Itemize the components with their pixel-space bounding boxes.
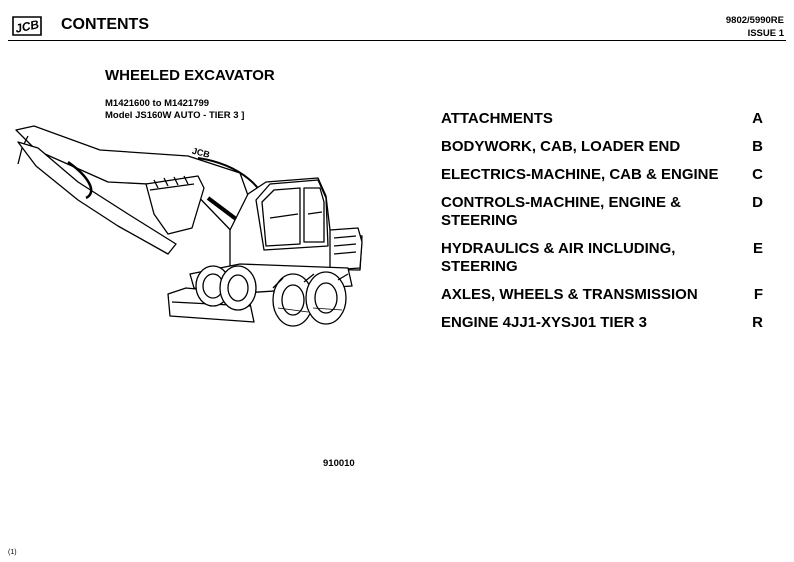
- toc-item-section-letter: E: [752, 240, 763, 257]
- page-number: (1): [8, 549, 17, 556]
- toc-item-label: HYDRAULICS & AIR INCLUDING, STEERING: [441, 240, 676, 275]
- model-label: Model JS160W AUTO - TIER 3 ]: [105, 110, 245, 121]
- toc-item-attachments[interactable]: [441, 110, 763, 128]
- toc-item-label: ELECTRICS-MACHINE, CAB & ENGINE: [441, 166, 719, 183]
- toc-item-section-letter: C: [752, 166, 763, 183]
- toc-item-bodywork[interactable]: [441, 138, 763, 156]
- document-info: [726, 14, 784, 40]
- figure-number: 910010: [323, 458, 355, 469]
- serial-range: M1421600 to M1421799: [105, 98, 210, 109]
- toc-item-section-letter: D: [752, 194, 763, 211]
- toc-item-label: AXLES, WHEELS & TRANSMISSION: [441, 286, 698, 303]
- jcb-logo: [10, 14, 44, 38]
- machine-title: WHEELED EXCAVATOR: [105, 67, 275, 84]
- toc-item-section-letter: A: [752, 110, 763, 127]
- header-divider: [8, 40, 786, 41]
- toc-item-electrics[interactable]: [441, 166, 763, 184]
- issue-label: ISSUE 1: [747, 28, 784, 39]
- toc-item-label: ENGINE 4JJ1-XYSJ01 TIER 3: [441, 314, 647, 331]
- toc-item-hydraulics[interactable]: [441, 240, 763, 276]
- svg-text:JCB: JCB: [190, 145, 211, 160]
- document-number: 9802/5990RE: [725, 15, 784, 26]
- toc-item-section-letter: F: [753, 286, 763, 303]
- toc-item-engine[interactable]: [441, 314, 763, 332]
- contents-list: [441, 110, 763, 342]
- toc-item-label: BODYWORK, CAB, LOADER END: [441, 138, 681, 155]
- wheeled-excavator-illustration: [8, 118, 363, 330]
- toc-item-label: ATTACHMENTS: [441, 110, 553, 127]
- toc-item-section-letter: B: [752, 138, 763, 155]
- svg-text:JCB: JCB: [13, 17, 41, 36]
- toc-item-axles[interactable]: [441, 286, 763, 304]
- page-header-title: CONTENTS: [61, 16, 149, 33]
- toc-item-label: CONTROLS-MACHINE, ENGINE & STEERING: [441, 194, 681, 229]
- toc-item-section-letter: R: [752, 314, 763, 331]
- toc-item-controls[interactable]: [441, 194, 763, 230]
